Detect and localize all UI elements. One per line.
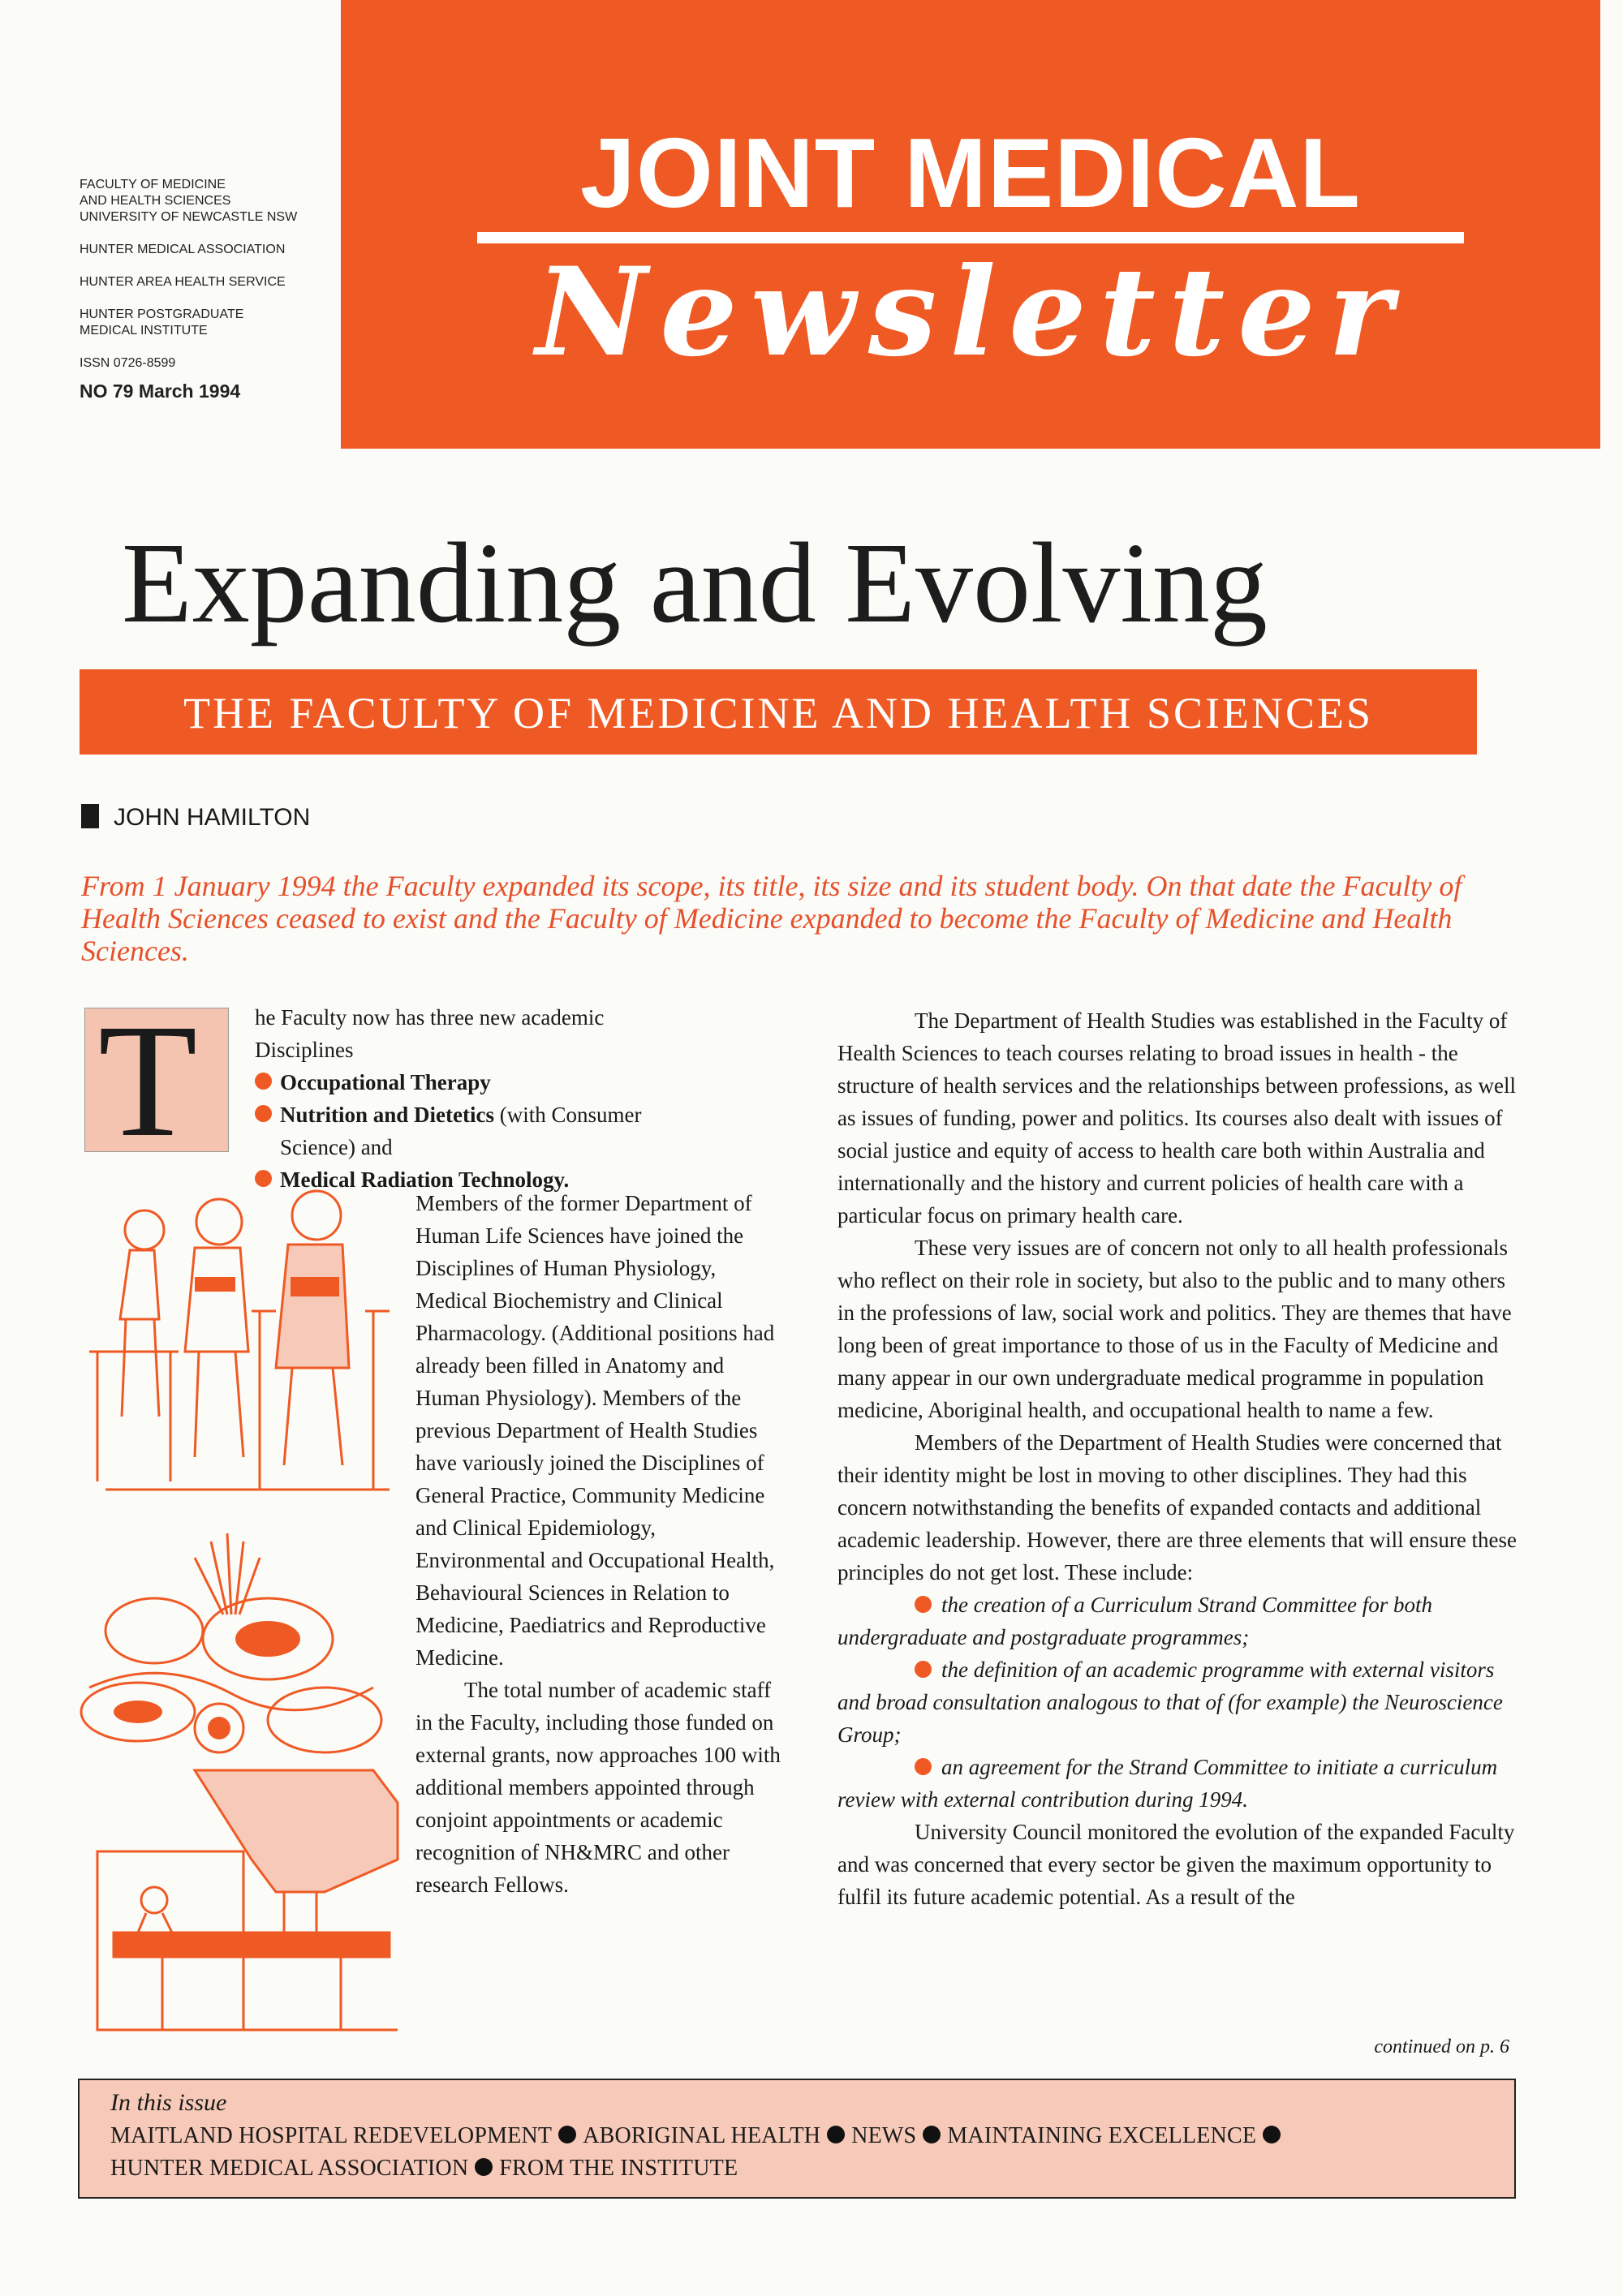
in-this-issue-line-2: [110, 2155, 738, 2182]
rehab-illustration: [81, 1189, 406, 1499]
in-this-issue-box: [78, 2079, 1516, 2199]
bullet-icon: [255, 1105, 272, 1122]
byline: [81, 803, 310, 832]
disc-line: Disciplines: [255, 1038, 354, 1062]
intro-standfirst: From 1 January 1994 the Faculty expanded its scope, its title, its size and its student body. On that date the Faculty of Health Sciences ceased to exist and the Faculty of Medicine expanded to become the Faculty of Medicine and Health Sciences.: [81, 870, 1462, 967]
continued-link[interactable]: continued on p. 6: [1374, 2036, 1509, 2057]
affil-line: FACULTY OF MEDICINE: [80, 178, 226, 191]
affil-line: UNIVERSITY OF NEWCASTLE NSW: [80, 210, 298, 224]
bullet-icon: [923, 2126, 941, 2143]
disc-item-rest: (with Consumer: [493, 1103, 642, 1127]
affiliation-hma: HUNTER MEDICAL ASSOCIATION: [80, 243, 286, 256]
bullet-icon: [827, 2126, 845, 2143]
bullet-icon: [255, 1073, 272, 1090]
right-bullet-text: the creation of a Curriculum Strand Committee for both undergraduate and postgraduate programmes;: [837, 1593, 1432, 1649]
issue-item[interactable]: NEWS: [851, 2123, 917, 2148]
affiliation-hpmi: [80, 307, 339, 339]
bullet-icon: [255, 1170, 272, 1187]
left-paragraph-2: The total number of academic staff in the Faculty, including those funded on external grants, now approaches 100 with additional members appointed through conjoint appointments or academic recognition of NH&MRC and other research Fellows.: [415, 1678, 781, 1897]
bullet-icon: [475, 2158, 493, 2176]
disc-item-bold: Medical Radiation Technology.: [280, 1167, 570, 1192]
affiliations-block: [80, 177, 339, 415]
left-paragraph-1: Members of the former Department of Human Life Sciences have joined the Disciplines of Human Physiology, Medical Biochemistry and Clinical Pharmacology. (Additional positions had already been filled in Anatomy and Human Physiology). Members of the previous Department of Health Studies have variously joined the Disciplines of General Practice, Community Medicine and Clinical Epidemiology, Environmental and Occupational Health, Behavioural Sciences in Relation to Medicine, Paediatrics and Reproductive Medicine.: [415, 1191, 775, 1670]
right-bullet: [837, 1589, 1518, 1653]
right-bullet-text: an agreement for the Strand Committee to initiate a curriculum review with external contribution during 1994.: [837, 1755, 1498, 1812]
right-column: [837, 1004, 1518, 1913]
in-this-issue-title: In this issue: [110, 2089, 227, 2116]
issue-item[interactable]: MAITLAND HOSPITAL REDEVELOPMENT: [110, 2123, 553, 2148]
right-bullet: [837, 1653, 1518, 1751]
disc-item-bold: Nutrition and Dietetics: [280, 1103, 494, 1127]
section-banner-text: THE FACULTY OF MEDICINE AND HEALTH SCIENCES: [183, 689, 1374, 737]
bullet-icon: [915, 1661, 932, 1678]
affil-line: HUNTER POSTGRADUATE: [80, 307, 244, 321]
issue-item[interactable]: MAINTAINING EXCELLENCE: [947, 2123, 1257, 2148]
masthead-newsletter-logo: Newsletter: [536, 241, 1406, 384]
affil-line: AND HEALTH SCIENCES: [80, 194, 231, 208]
byline-square-icon: [81, 804, 99, 828]
disc-item: [255, 1099, 782, 1131]
bullet-icon: [1263, 2126, 1281, 2143]
disc-line: he Faculty now has three new academic: [255, 1005, 605, 1030]
disc-item: [255, 1066, 782, 1099]
disc-item-bold: Occupational Therapy: [280, 1070, 491, 1094]
issue-number: NO 79 March 1994: [80, 381, 241, 402]
drop-cap: T: [98, 991, 198, 1171]
radiation-illustration: [81, 1754, 406, 2044]
right-paragraph-4: University Council monitored the evolution of the expanded Faculty and was concerned that every sector be given the maximum opportunity to fulfil its future academic potential. As a result of the: [837, 1820, 1515, 1909]
bullet-icon: [558, 2126, 576, 2143]
right-bullet-text: the definition of an academic programme with external visitors and broad consultation analogous to that of (for example) the Neuroscience Group;: [837, 1658, 1503, 1747]
affiliation-faculty: [80, 177, 339, 226]
right-paragraph-3: Members of the Department of Health Studies were concerned that their identity might be lost in moving to other disciplines. They had this concern notwithstanding the benefits of expanded contacts and additional academic leadership. However, there are three elements that will ensure these principles do not get lost. These include:: [837, 1430, 1518, 1584]
affil-line: MEDICAL INSTITUTE: [80, 324, 208, 338]
right-paragraph-1: The Department of Health Studies was established in the Faculty of Health Sciences to teach courses relating to broad issues in health - the structure of health services and the relationships between professions, as well as issues of funding, power and politics. Its courses also dealt with issues of social justice and equity of access to health care both within Australia and internationally and the history and current policies of health care with a particular focus on primary health care.: [837, 1008, 1516, 1228]
masthead-banner: [341, 0, 1600, 449]
food-illustration: [65, 1525, 398, 1769]
right-bullet: [837, 1751, 1518, 1816]
section-banner: [80, 669, 1477, 755]
drop-cap-box: [84, 991, 229, 1171]
issue-item[interactable]: HUNTER MEDICAL ASSOCIATION: [110, 2156, 469, 2181]
bullet-icon: [915, 1758, 932, 1775]
affiliation-hahs: HUNTER AREA HEALTH SERVICE: [80, 275, 286, 289]
author: JOHN HAMILTON: [114, 804, 311, 831]
bullet-icon: [915, 1596, 932, 1613]
right-paragraph-2: These very issues are of concern not only to all health professionals who reflect on their role in society, but also to the public and to many others in the professions of law, social work and politics. They are themes that have long been of great importance to those of us in the Faculty of Medicine and many appear in our own undergraduate medical programme in population medicine, Aboriginal health, and occupational health to name a few.: [837, 1236, 1512, 1422]
headline: Expanding and Evolving: [122, 518, 1268, 647]
disc-line: Science) and: [280, 1135, 393, 1159]
masthead-title: JOINT MEDICAL: [580, 118, 1361, 228]
left-column: [415, 1187, 789, 1901]
issn: ISSN 0726-8599: [80, 356, 176, 370]
in-this-issue-line-1: [110, 2122, 1287, 2150]
issue-item[interactable]: ABORIGINAL HEALTH: [583, 2123, 821, 2148]
issue-item[interactable]: FROM THE INSTITUTE: [499, 2156, 738, 2181]
disciplines-list: [255, 1001, 782, 1196]
